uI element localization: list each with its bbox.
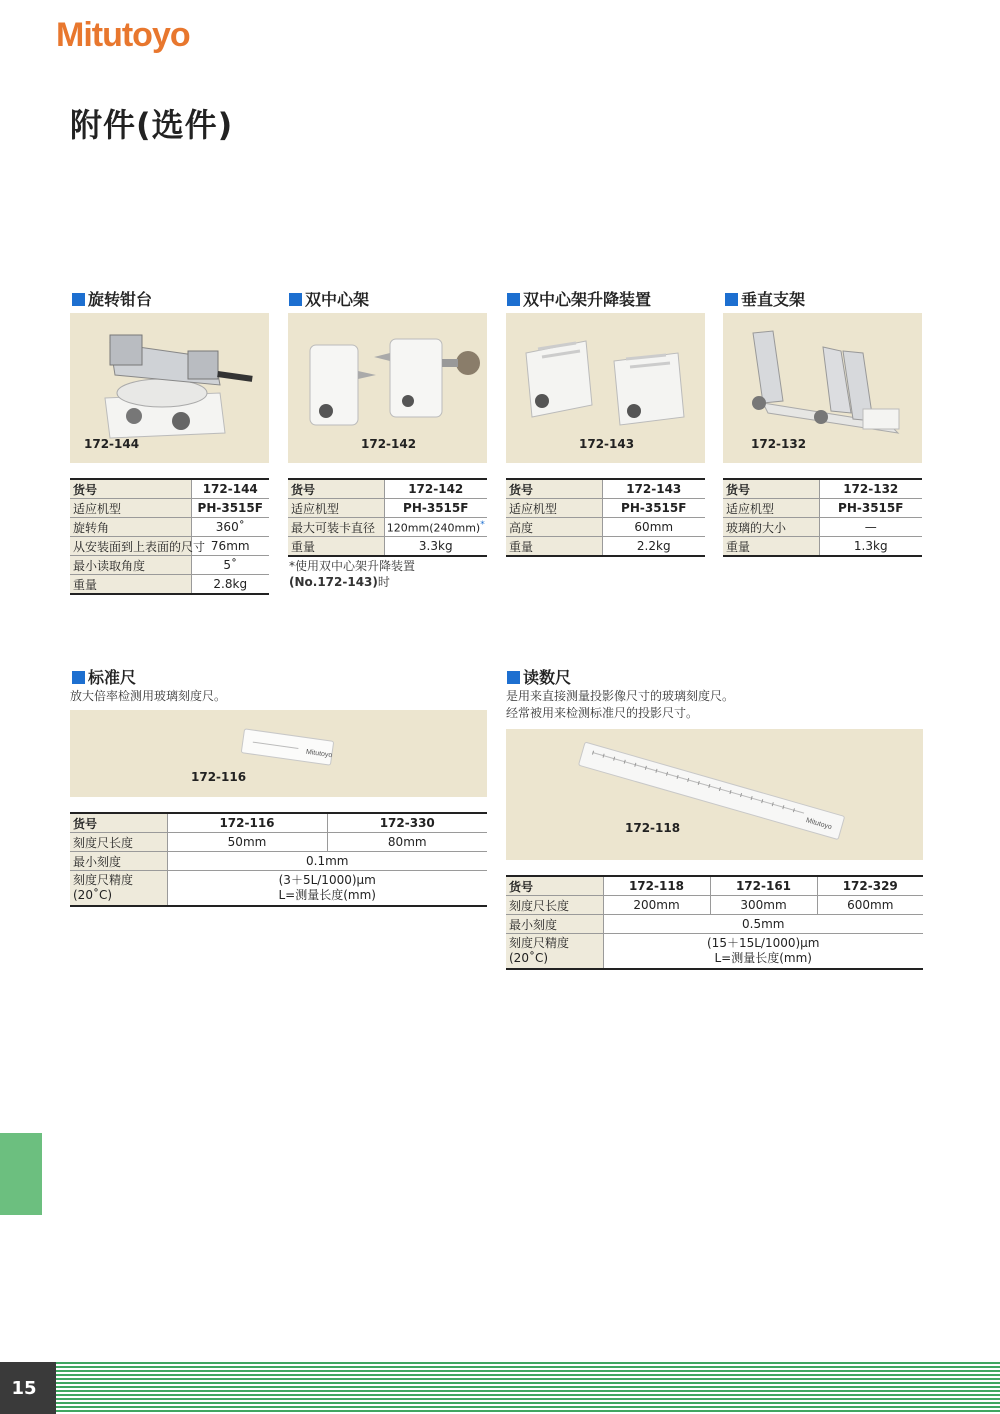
- row-label: 货号: [506, 876, 603, 896]
- reading-scale-spec-table: [506, 875, 923, 970]
- vise-spec-table: [70, 478, 269, 595]
- table-row: [723, 499, 922, 518]
- row-label: 适应机型: [70, 499, 191, 518]
- page-title: 附件(选件): [70, 106, 234, 144]
- row-label: 玻璃的大小: [723, 518, 819, 537]
- table-row: [723, 518, 922, 537]
- riser-spec-table: [506, 478, 705, 557]
- footnote-line: *使用双中心架升降装置: [289, 559, 416, 573]
- table-row: [70, 833, 487, 852]
- section-marker-icon: [725, 293, 738, 306]
- photo-caption: 172-132: [751, 437, 807, 451]
- row-value: 2.2kg: [602, 537, 705, 557]
- row-value: 2.8kg: [191, 575, 269, 595]
- row-value: 172-144: [191, 479, 269, 499]
- table-row: [506, 479, 705, 499]
- standard-scale-description: 放大倍率检测用玻璃刻度尺。: [70, 689, 227, 703]
- row-value: 1.3kg: [819, 537, 922, 557]
- table-row: [506, 518, 705, 537]
- row-value: 60mm: [602, 518, 705, 537]
- standard-scale-spec-table: [70, 812, 487, 907]
- row-value: PH-3515F: [384, 499, 487, 518]
- row-label: 最小刻度: [70, 852, 167, 871]
- photo-caption: 172-143: [579, 437, 635, 451]
- row-value: 172-132: [819, 479, 922, 499]
- row-value: 300mm: [710, 896, 817, 915]
- row-label: 货号: [723, 479, 819, 499]
- table-row: [506, 499, 705, 518]
- vblock-spec-table: [723, 478, 922, 557]
- photo-caption: 172-116: [191, 770, 247, 784]
- row-value: 200mm: [603, 896, 710, 915]
- scale-brand-label: Mitutoyo: [305, 748, 333, 760]
- row-label: 刻度尺长度: [506, 896, 603, 915]
- photo-caption: 172-142: [361, 437, 417, 451]
- reading-scale-photo: [506, 729, 923, 860]
- row-value: 0.1mm: [167, 852, 487, 871]
- footer-stripes: [56, 1362, 1000, 1414]
- row-value: PH-3515F: [602, 499, 705, 518]
- row-label: 货号: [506, 479, 602, 499]
- row-label: 适应机型: [288, 499, 384, 518]
- row-value: 172-161: [710, 876, 817, 896]
- table-row: [288, 479, 487, 499]
- table-row: [288, 499, 487, 518]
- row-value: 80mm: [327, 833, 487, 852]
- row-value: 172-116: [167, 813, 327, 833]
- vblock-photo: [723, 313, 922, 463]
- table-row: [506, 915, 923, 934]
- row-label: 重量: [723, 537, 819, 557]
- table-row: [506, 934, 923, 970]
- section-marker-icon: [507, 293, 520, 306]
- riser-section-title: 双中心架升降装置: [507, 287, 651, 310]
- section-marker-icon: [507, 671, 520, 684]
- center-section-title: 双中心架: [289, 287, 369, 310]
- row-label: 旋转角: [70, 518, 191, 537]
- section-marker-icon: [72, 671, 85, 684]
- section-marker-icon: [72, 293, 85, 306]
- table-row: [70, 556, 269, 575]
- row-label: 重量: [506, 537, 602, 557]
- row-value: PH-3515F: [819, 499, 922, 518]
- row-label: 适应机型: [506, 499, 602, 518]
- standard-scale-section-title: 标准尺: [72, 665, 136, 688]
- row-value: 0.5mm: [603, 915, 923, 934]
- table-row: [70, 575, 269, 595]
- footnote-mark: *: [480, 519, 485, 530]
- row-value: (3＋5L/1000)μm L=测量长度(mm): [167, 871, 487, 907]
- row-value: —: [819, 518, 922, 537]
- table-row: [70, 479, 269, 499]
- scale-brand-label: Mitutoyo: [805, 817, 833, 832]
- reading-scale-description: 是用来直接测量投影像尺寸的玻璃刻度尺。 经常被用来检测标准尺的投影尺寸。: [506, 689, 735, 720]
- row-value: 3.3kg: [384, 537, 487, 557]
- row-label: 刻度尺精度 (20˚C): [506, 934, 603, 970]
- row-label: 最大可装卡直径: [288, 518, 384, 537]
- vise-section-title: 旋转钳台: [72, 287, 152, 310]
- table-row: [506, 896, 923, 915]
- center-spec-table: [288, 478, 487, 557]
- row-value: 360˚: [191, 518, 269, 537]
- row-value: PH-3515F: [191, 499, 269, 518]
- row-value: 172-330: [327, 813, 487, 833]
- center-footnote: [289, 558, 415, 590]
- section-marker-icon: [289, 293, 302, 306]
- reading-scale-section-title: 读数尺: [507, 665, 571, 688]
- row-label: 货号: [288, 479, 384, 499]
- photo-caption: 172-144: [84, 437, 140, 451]
- row-label: 重量: [288, 537, 384, 557]
- row-label: 货号: [70, 813, 167, 833]
- table-row: [723, 479, 922, 499]
- table-row: [506, 537, 705, 557]
- row-value: 76mm: [191, 537, 269, 556]
- reading-scale-image: [506, 729, 923, 860]
- row-value: (15＋15L/1000)μm L=测量长度(mm): [603, 934, 923, 970]
- row-label: 高度: [506, 518, 602, 537]
- table-row: [70, 537, 269, 556]
- page-number: 15: [11, 1378, 37, 1399]
- row-value: 120mm(240mm)*: [384, 518, 487, 537]
- standard-scale-photo: [70, 710, 487, 797]
- glass-scale-image: [70, 710, 487, 797]
- row-value: 600mm: [817, 896, 923, 915]
- table-row: [723, 537, 922, 557]
- row-label: 重量: [70, 575, 191, 595]
- table-row: [506, 876, 923, 896]
- mitutoyo-logo: Mitutoyo: [56, 16, 190, 54]
- vblock-section-title: 垂直支架: [725, 287, 805, 310]
- riser-photo: [506, 313, 705, 463]
- vise-photo: [70, 313, 269, 463]
- row-value: 172-329: [817, 876, 923, 896]
- table-row: [70, 871, 487, 907]
- center-photo: [288, 313, 487, 463]
- chapter-tab: [0, 1133, 42, 1215]
- row-value: 172-142: [384, 479, 487, 499]
- row-value: 50mm: [167, 833, 327, 852]
- table-row: [288, 537, 487, 557]
- table-row: [70, 813, 487, 833]
- table-row: [288, 518, 487, 537]
- row-value: 5˚: [191, 556, 269, 575]
- footnote-line: (No.172-143)时: [289, 575, 390, 589]
- row-label: 刻度尺精度 (20˚C): [70, 871, 167, 907]
- row-label: 最小刻度: [506, 915, 603, 934]
- row-label: 刻度尺长度: [70, 833, 167, 852]
- row-label: 适应机型: [723, 499, 819, 518]
- table-row: [70, 852, 487, 871]
- row-label: 最小读取角度: [70, 556, 191, 575]
- row-label: 货号: [70, 479, 191, 499]
- row-label: 从安装面到上表面的尺寸: [70, 537, 191, 556]
- photo-caption: 172-118: [625, 821, 681, 835]
- table-row: [70, 518, 269, 537]
- row-value: 172-143: [602, 479, 705, 499]
- table-row: [70, 499, 269, 518]
- row-value: 172-118: [603, 876, 710, 896]
